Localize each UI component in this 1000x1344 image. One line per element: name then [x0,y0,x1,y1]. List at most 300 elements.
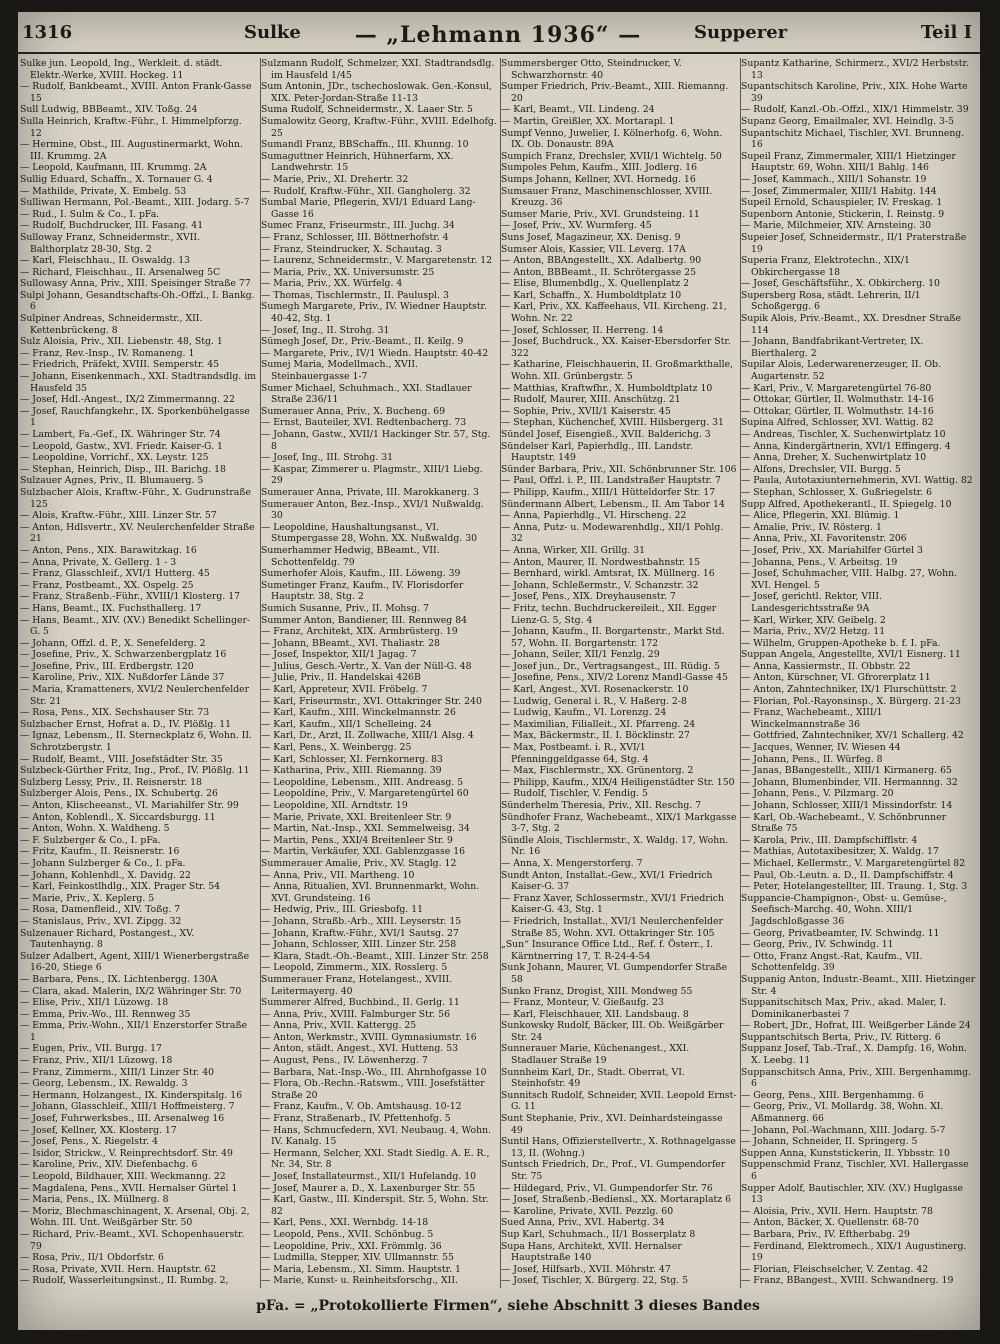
directory-entry: — Rosa, Damenfleid., XIV. Toßg. 7 [20,904,181,916]
directory-entry: Sünderhelm Theresia, Priv., XII. Reschg. 7 [501,800,702,811]
directory-entry: — Hermann, Holzangest., IX. Kinderspitalg. 16 [20,1089,243,1101]
directory-entry: Sunnerauer Marie, Küchenangest., XXI. Stadlauer Straße 19 [501,1043,690,1067]
directory-entry: Sunnitsch Rudolf, Schneider, XVII. Leopold Ernst-G. 11 [501,1089,737,1113]
directory-entry [501,1287,739,1288]
directory-entry: — Josef, Buchdruck., XX. Kaiser-Ebersdorfer Str. 322 [501,336,731,359]
directory-entry: — Hans, Beamt., XIV. (XV.) Benedikt Schellinger-G. 5 [20,614,251,638]
directory-entry: — Josefine, Priv., III. Erdbergstr. 120 [20,660,194,672]
directory-entry: — Anna, Kindergärtnerin, XVI/1 Effingerg. 4 [741,440,951,452]
directory-entry: Suntil Hans, Offizierstellvertr., X. Rothnagelgasse 13, II. (Wohng.) [501,1136,736,1159]
directory-entry: — Karola, Priv., III. Dampfschifflstr. 4 [741,834,918,846]
directory-entry: — Rudolf, Kanzl.-Ob.-Offzl., XIX/1 Himmelstr. 39 [741,104,969,116]
directory-entry: — Leopold, Bildhauer, XIII. Weckmanng. 22 [20,1171,226,1182]
directory-entry: — Hildegard, Priv., VI. Gumpendorfer Str. 76 [501,1182,713,1194]
directory-entry: Sulke jun. Leopold, Ing., Werkleit. d. städt. Elektr.-Werke, XVIII. Hockeg. 11 [20,58,223,81]
directory-entry: — Emma, Priv.-Wo., III. Rennweg 35 [20,1008,191,1020]
directory-entry: Sulzauer Agnes, Priv., II. Blumauerg. 5 [20,475,204,487]
directory-entry: — Margarete, Priv., IV/1 Wiedn. Hauptstr. 40-42 [261,347,489,359]
directory-entry: Sumandl Franz, BBSchaffn., III. Khunng. 10 [261,139,469,151]
directory-entry: — Matthias, Kraftwfhr., X. Humboldtplatz 10 [501,382,713,394]
directory-entry: — Franz, Zimmerm., XIII/1 Linzer Str. 40 [20,1066,215,1078]
directory-entry: — Rudolf, Bankbeamt., XVIII. Anton Frank-Gasse 15 [20,81,252,104]
directory-entry: — Richard, Fleischhau., II. Arsenalweg 5C [20,266,221,278]
directory-entry: — Anton, Bäcker, X. Quellenstr. 68-70 [741,1217,919,1229]
directory-page [18,12,980,1330]
directory-entry: — Elise, Priv., XII/1 Lüzowg. 18 [20,997,169,1009]
directory-entry: Suppan Angela, Angestellte, XVI/1 Eisnerg. 11 [741,649,961,661]
directory-entry: Sulliwan Hermann, Pol.-Beamt., XIII. Jodarg. 5-7 [20,197,250,209]
directory-entry: Sündel Josef, Eisengieß., XVII. Balderichg. 3 [501,429,711,440]
part-label: Teil I [920,22,972,43]
directory-entry: Summerer Alfred, Buchbind., II. Gerlg. 11 [261,997,460,1009]
directory-entry: Sumaguttner Heinrich, Hühnerfarm, XX. Landwehrstr. 15 [261,150,454,174]
directory-entry: — Anton, Hdlsvertr., XV. Neulerchenfelder Straße 21 [20,521,255,545]
directory-entry: Sumerhofer Alois, Kaufm., III. Löweng. 39 [261,568,461,580]
directory-entry: Sunnheim Karl, Dr., Stadt. Oberrat, VI. Steinhofstr. 49 [501,1066,685,1090]
directory-entry: — Josef, Priv., XV. Wurmferg. 45 [501,220,652,232]
directory-entry: — Martin, Nat.-Insp., XXI. Semmelweisg. 34 [261,823,470,835]
directory-entry: — Josef, Fuhrwerksbes., III. Arsenalweg 16 [20,1113,225,1125]
directory-entry: — Hans, Beamt., IX. Fuchsthallerg. 17 [20,602,202,614]
directory-entry: — Aloisia, Priv., XVII. Hern. Hauptstr. 78 [741,1205,933,1217]
directory-entry: — Josef jun., Dr., Vertragsangest., III. Rüdig. 5 [501,660,720,672]
directory-entry: — Florian, Pol.-Rayonsinsp., X. Bürgerg. 21-23 [741,695,961,707]
directory-entry: Sulzmann Rudolf, Schmelzer, XXI. Stadtrandsdlg. im Hausfeld 1/45 [261,58,495,81]
directory-entry: — Ignaz, Lebensm., II. Sterneckplatz 6, Wohn. II. Schrotzbergstr. 1 [20,730,253,754]
directory-entry: — Franz Xaver, Schlossermstr., XVI/1 Friedrich Kaiser-G. 43, Stg. 1 [501,892,724,916]
directory-entry: Sulzberg Lessy, Priv., II. Reisnerstr. 18 [20,776,202,788]
directory-entry: — Leopoldine, Priv., V. Margaretengürtel 60 [261,788,469,800]
directory-entry: — Elise, Blumenbdlg., X. Quellenplatz 2 [501,278,690,290]
directory-entry: — Franz, Postbeamt., XX. Ospelg. 25 [20,579,194,591]
directory-entry [741,1287,979,1288]
directory-entry: Superia Franz, Elektrotechn., XIX/1 Obkirchergasse 18 [741,255,910,278]
directory-entry: Sulzer Adalbert, Agent, XIII/1 Wienerbergstraße 16-20, Stiege 6 [20,950,250,974]
directory-entry: Sumpoles Pehm, Kaufm., XIII. Jodlerg. 16 [501,162,698,174]
directory-entry: — Hedwig, Priv., III. Griesbofg. 11 [261,904,424,916]
directory-entry: — Rudolf, Wasserleitungsinst., II. Rumbg. 2, [20,1275,229,1287]
directory-entry: Sunkowsky Rudolf, Bäcker, III. Ob. Weißgärber Str. 24 [501,1020,724,1043]
directory-entry: — Janas, BBangestellt., XIII/1 Kirmanerg. 65 [741,765,952,777]
directory-entry: — F. Sulzberger & Co., I. pFa. [20,834,161,846]
directory-entry: — Katharina, Priv., XIII. Riemanng. 39 [261,765,442,777]
directory-entry: — Karl, Priv., V. Margaretengürtel 76-80 [741,382,932,394]
directory-entry: — Leopoldine, XII. Arndtstr. 19 [261,800,408,811]
directory-entry: — Stephan, Heinrich, Disp., III. Barichg. 18 [20,463,226,475]
directory-entry: — Anna, Priv., VII. Martheng. 10 [261,869,415,881]
directory-entry: Sumej Maria, Modellmach., XVII. Steinbauergasse 1-7 [261,359,419,383]
directory-entry: — Georg, Priv., VI. Mollardg. 38, Wohn. XI. Aßmannerg. 66 [741,1101,944,1125]
directory-entry: Supa Hans, Architekt, XVII. Hernalser Hauptstraße 140 [501,1240,682,1264]
directory-entry: — Karoline, Priv., XIV. Diefenbachg. 6 [20,1159,198,1171]
directory-entry: — Josef, Zimmermaler, XIII/1 Habitg. 144 [741,185,937,197]
directory-entry: — Clara, akad. Malerin, IX/2 Währinger Str. 70 [20,985,242,997]
directory-entry: — Philipp, Kaufm., XIX/4 Heiligenstädter Str. 150 [501,776,735,788]
directory-entry: — Ludwig, General i. R., V. Haßerg. 2-8 [501,695,687,707]
directory-entry: — Stephan, Küchenchef, XVIII. Hilsbergerg. 31 [501,417,724,429]
directory-entry: Sullig Eduard, Schaffn., X. Tornauer G. 4 [20,173,213,185]
directory-entry: — Rosa, Private, XVII. Hern. Hauptstr. 62 [20,1263,217,1275]
directory-entry: — Marie, Priv., X. Keplerg. 5 [20,892,155,904]
directory-entry: — Franz, Straßenb.-Führ., XVIII/1 Klosterg. 17 [20,591,241,603]
directory-entry: — Thomas, Tischlermstr., II. Pauluspl. 3 [261,289,449,301]
directory-entry: — Rudolf, Beamt., VIII. Josefstädter Str. 35 [20,753,223,765]
directory-entry: — Karoline, Priv., XIX. Nußdorfer Lände 37 [20,672,225,684]
directory-entry: — Anton, Maurer, II. Nordwestbahnstr. 15 [501,556,701,568]
directory-entry: — Philipp, Kaufm., XIII/1 Hütteldorfer Str. 17 [501,486,716,498]
directory-entry: — Leopold, Pens., XVII. Schönbug. 5 [261,1228,434,1240]
directory-entry: Sulla Heinrich, Kraftw.-Führ., I. Himmelpforzg. 12 [20,115,242,139]
directory-entry: — Alice, Pflegerin, XXI. Blümig. 1 [741,510,900,522]
directory-entry: — Julie, Priv., II. Handelskai 426B [261,672,421,684]
directory-entry: — Josef, Ing., III. Strohg. 31 [261,452,394,464]
directory-entry: — Anton, BBAngestellt., XX. Adalbertg. 90 [501,255,702,267]
directory-entry: — Johann, Kaufm., II. Borgartenstr., Markt Std. 57, Wohn. II. Borgartenstr. 172 [501,626,725,649]
directory-entry: Sündle Alois, Tischlermstr., X. Waldg. 17, Wohn. Nr. 16 [501,834,729,858]
directory-entry: — Karoline, Private, XVII. Pezzlg. 60 [501,1205,674,1217]
directory-entry: Sumper Friedrich, Priv.-Beamt., XIII. Riemanng. 20 [501,81,729,104]
directory-entry: — Johann, Eisenkenmach., XXI. Stadtrandsdlg. im Hausfeld 35 [20,371,256,394]
directory-entry: — Karl, Gastw., III. Kinderspit. Str. 5, Wohn. Str. 82 [261,1194,489,1217]
directory-entry: — Franz, Wachebeamt., XIII/1 Winckelmannstraße 36 [741,707,883,730]
directory-entry: Supersberg Rosa, städt. Lehrerin, II/1 Schoßgergg. 6 [741,289,921,313]
directory-entry: — Maria, Kramatteners, XVI/2 Neulerchenfelder Str. 21 [20,684,250,707]
directory-entry: — Leopoldine, Priv., XXI. Frömmlg. 36 [261,1240,442,1252]
directory-entry: — Stephan, Schlosser, X. Gußriegelstr. 6 [741,486,933,498]
directory-entry: — Franz, Monteur, V. Gießaufg. 23 [501,997,664,1009]
directory-entry: — Josef, Pens., XIX. Dreyhausenstr. 7 [501,591,676,603]
directory-entry: — Anna, Putz- u. Modewarenhdlg., XII/1 Pohlg. 32 [501,521,724,545]
directory-entry: Supina Alfred, Schlosser, XVI. Wattig. 82 [741,417,934,429]
directory-entry: — Karl, Friseurmstr., XVI. Ottakringer Str. 240 [261,695,482,707]
directory-entry: Sulloway Franz, Schneidermstr., XVII. Balthorplatz 28-30, Stg. 2 [20,231,201,255]
directory-entry: — Hermine, Obst., III. Augustinermarkt, Wohn. III. Krummg. 2A [20,139,243,162]
directory-entry: — Georg, Lebensm., IX. Rewaldg. 3 [20,1078,188,1090]
directory-entry: — Anton, städt. Angest., XVI. Hutteng. 53 [261,1043,459,1055]
directory-entry: — Rudolf, Tischler, V. Fendig. 5 [501,788,648,800]
directory-entry: — Franz, Straßenarb., IV. Pfettenhofg. 5 [261,1113,451,1125]
directory-entry: Supeil Ernold, Schauspieler, IV. Freskag. 1 [741,197,943,209]
directory-entry: — Max, Postbeamt. i. R., XVI/1 Pfenninggeldgasse 64, Stg. 4 [501,742,649,765]
directory-entry: — Josefine, Priv., X. Schwarzenbergplatz 16 [20,649,227,661]
directory-entry: — Max, Bäckermstr., II. I. Böcklinstr. 27 [501,730,690,742]
directory-entry: Summersberger Otto, Steindrucker, V. Schwarzhornstr. 40 [501,58,682,81]
page-header [18,18,980,54]
directory-entry: Supeil Franz, Zimmermaler, XIII/1 Hietzinger Hauptstr. 69, Wohn. XIII/1 Bahlg. 146 [741,150,956,174]
directory-entry: Sumsauer Franz, Maschinenschlosser, XVIII. Kreuzg. 36 [501,185,713,209]
header-last-entry-word: Supperer [694,22,788,43]
directory-entry: Sulzberger Alois, Pens., IX. Schubertg. 26 [20,788,218,800]
directory-entry: — Johann, BBeamt., XVI. Thaliastr. 28 [261,637,440,649]
directory-entry: — Anna, Wirker, XII. Grillg. 31 [501,544,646,556]
directory-entry: — Josef, Installateurmst., XII/1 Hufelandg. 10 [261,1171,477,1182]
directory-entry: Summer Anton, Bandiener, III. Rennweg 84 [261,614,468,626]
directory-entry: — Julius, Gesch.-Vertr., X. Van der Nüll-G. 48 [261,660,472,672]
directory-entry: — Ottokar, Gürtler, II. Wolmuthstr. 14-16 [741,405,934,417]
directory-entry: — Isidor, Strickw., V. Reinprechtsdorf. Str. 49 [20,1147,233,1159]
directory-entry: — August, Pens., IV. Löwenherzg. 7 [261,1055,428,1067]
directory-entry: — Franz, Rev.-Insp., IV. Romaneng. 1 [20,347,195,359]
page-number: 1316 [22,22,73,43]
directory-entry: Sumerauer Anna, Private, III. Marokkanerg. 3 [261,486,479,498]
directory-entry: — Wilhelm, Gruppen-Apotheke b. f. I. pFa. [741,637,941,649]
directory-entry: — Marie, Milchmeier, XIV. Arnsteing. 30 [741,220,932,232]
directory-entry: — Ernst, Bauteiler, XVI. Redtenbacherg. 73 [261,417,467,429]
publication-title: — „Lehmann 1936“ — [354,22,642,48]
directory-entry: — Eugen, Priv., VII. Burgg. 17 [20,1043,162,1055]
directory-entry: Supantschitsch Karoline, Priv., XIX. Hohe Warte 39 [741,81,968,104]
directory-entry: — Friedrich, Präfekt, XVIII. Semperstr. 45 [20,359,220,371]
directory-entry: — Josef, Schlosser, II. Herreng. 14 [501,324,664,336]
directory-entry: — Laurenz, Schneidermstr., V. Margaretenstr. 12 [261,255,493,267]
directory-entry: — Andreas, Tischler, X. Suchenwirtplatz 10 [741,429,946,440]
directory-entry: Sum Antonin, JDr., tschechoslowak. Gen.-Konsul, XIX. Peter-Jordan-Straße 11-13 [261,81,492,104]
directory-entry: — Johann, Pens., V. Pilzmarg. 20 [741,788,894,800]
directory-entry: Sullowasy Anna, Priv., XIII. Speisinger Straße 77 [20,278,251,290]
directory-entry: — Leopoldine, Lebensm., XIII. Andreasg. 5 [261,776,464,788]
directory-entry: Sunt Stephanie, Priv., XVI. Deinhardsteingasse 49 [501,1113,723,1136]
directory-entry: Sumerauer Anna, Priv., X. Bucheng. 69 [261,405,446,417]
directory-entry: Supantz Katharine, Schirmerz., XVI/2 Herbststr. 13 [741,58,969,81]
directory-entry: — Johann, Schlosser, XIII. Linzer Str. 258 [261,939,457,951]
directory-entry: — Martin, Verkäufer, XXI. Gablenzgasse 16 [261,846,466,858]
directory-entry: — Karl, Appreteur, XVII. Fröbelg. 7 [261,684,428,696]
directory-entry: — Sophie, Priv., XVII/1 Kaiserstr. 45 [501,405,671,417]
directory-entry: — Johanna, Pens., V. Arbeitsg. 19 [741,556,898,568]
directory-entry: — Richard, Priv.-Beamt., XVI. Schopenhauerstr. 79 [20,1228,245,1252]
directory-entry: — Maria, Priv., XX. Universumstr. 25 [261,266,435,278]
directory-entry: — Josef, Maurer a. D., X. Laxenburger Str. 55 [261,1182,476,1194]
directory-entry: — Marie, Kunst- u. Reinheitsforschg., XII. [261,1275,458,1287]
directory-entry: — Karl, Kaufm., XIII. Winckelmannstr. 26 [261,707,456,719]
directory-entry: Sulpi Johann, Gesandtschafts-Oh.-Offzl., I. Bankg. 6 [20,289,255,313]
directory-entry: — Rudolf, Buchdrucker, III. Fasang. 41 [20,220,204,232]
directory-entry: — Johann, Schlosser, XIII/1 Missindorfstr. 14 [741,800,953,811]
directory-entry: — Karl, Fleischhauer, XII. Landsbaug. 8 [501,1008,689,1020]
directory-entry: — Ferdinand, Elektromech., XIX/1 Augustinerg. 19 [741,1240,967,1264]
directory-entry: Sulzenauer Richard, Postangest., XV. Tautenhayng. 8 [20,927,195,951]
directory-entry: — Johann, Schneider, II. Springerg. 5 [741,1136,918,1148]
directory-entry: Suppen Anna, Kunststickerin, II. Ybbsstr. 10 [741,1147,950,1159]
directory-entry: — Anna, Kassiermstr., II. Obbstr. 22 [741,660,911,672]
directory-entry: — Josef, Kammach., XIII/1 Sohanstr. 19 [741,173,927,185]
directory-entry: — Mathias, Autotaxibesitzer, X. Waldg. 17 [741,846,939,858]
directory-entry: Sumetinger Franz, Kaufm., IV. Florisdorfer Hauptstr. 38, Stg. 2 [261,579,464,603]
directory-entry: Supik Alois, Priv.-Beamt., XX. Dresdner Straße 114 [741,313,961,336]
directory-entry: — Johann, Seiler, XII/1 Fenzlg. 29 [501,649,660,661]
directory-entry: — Ludmilla, Stepper, XIV. Ullmannstr. 55 [261,1252,454,1264]
directory-entry: — Josef, Hdl.-Angest., IX/2 Zimmermanng. 22 [20,394,235,406]
directory-entry: Supilar Alois, Lederwarenerzeuger, II. Ob. Augartenstr. 52 [741,359,942,383]
footer-note: pFa. = „Protokollierte Firmen“, siehe Abschnitt 3 dieses Bandes [256,1298,760,1314]
directory-entry: — Rudolf, Kraftw.-Führ., XII. Gangholerg. 32 [261,185,471,197]
directory-entry: — Paul, Offzl. i. P., III. Landstraßer Hauptstr. 7 [501,475,721,487]
directory-entry: — Johann, Blumenbinder, VII. Hermannng. 32 [741,776,958,788]
directory-entry: Sulzbacher Ernst, Hofrat a. D., IV. Plößlg. 11 [20,718,232,730]
directory-entry: — Leopoldine, Vorrichf., XX. Leystr. 125 [20,452,209,464]
directory-entry: — Paula, Autotaxiunternehmerin, XVI. Wattig. 82 [741,475,973,487]
directory-entry: — Josef, Schuhmacher, VIII. Halbg. 27, Wohn. XVI. Hengel. 5 [741,568,958,591]
directory-entry: — Josef, Inspektor, XII/1 Jagag. 7 [261,649,417,661]
directory-entry: — Franz, Glasschleif., XVI/1 Hutterg. 45 [20,568,210,580]
directory-entry: — Karl, Angest., XVI. Rosenackerstr. 10 [501,684,689,696]
directory-entry: — Ludwig, Kaufm., VI. Lorenzg. 24 [501,707,667,719]
directory-entry: — Hermann, Selcher, XXI. Stadt Siedlg. A. E. R., Nr. 34, Str. 8 [261,1147,490,1171]
column-3 [500,58,739,1288]
directory-entry: — Anna, Private, X. Gellerg. 1 - 3 [20,556,177,568]
directory-entry: Sulzbacher Alois, Kraftw.-Führ., X. Gudrunstraße 125 [20,486,252,510]
directory-entry: Suntsch Friedrich, Dr., Prof., VI. Gumpendorfer Str. 75 [501,1159,726,1182]
directory-entry: — Marie, Priv., XI. Drehertr. 32 [261,173,409,185]
directory-entry: — Johann, Glasschleif., XIII/1 Hoffmeisterg. 7 [20,1101,235,1113]
directory-entry: Sumser Alois, Kassier, VII. Leverg. 17A [501,243,686,255]
directory-entry: — Karl, Priv., XX. Kaffeehaus, VII. Kircheng. 21, Wohn. Nr. 22 [501,301,727,325]
directory-entry: — Stanislaus, Priv., XVI. Zipgg. 32 [20,915,182,927]
directory-entry: — Johann, Bandfabrikant-Vertreter, IX. Bierthalerg. 2 [741,336,924,359]
directory-entry: — Karl, Schaffn., X. Humboldtplatz 10 [501,289,682,301]
directory-entry: — Friedrich, Installat., XVI/1 Neulerchenfelder Straße 85, Wohn. XVI. Ottakringer Str. 105 [501,915,723,939]
entry-columns [20,58,978,1288]
directory-entry: — Magdalena, Pens., XVII. Hernalser Gürtel 1 [20,1182,238,1194]
directory-entry: — Anna, Priv., XVII. Kattergg. 25 [261,1020,417,1032]
directory-entry: — Bernhard, wirkl. Amtsrat, IX. Müllnerg. 16 [501,568,715,580]
directory-entry: Sunk Johann, Maurer, VI. Gumpendorfer Straße 58 [501,962,728,985]
directory-entry: Sulzbeck-Gürther Fritz, Ing., Prof., IV. Plößlg. 11 [20,765,250,777]
directory-entry: — Alfons, Drechsler, VII. Burgg. 5 [741,463,901,475]
directory-entry: Sumpich Franz, Drechsler, XVII/1 Wichtelg. 50 [501,150,722,162]
directory-entry: Sulz Aloisia, Priv., XII. Liebenstr. 48, Stg. 1 [20,336,223,348]
directory-entry: — Fritz, techn. Buchdruckereileit., XII. Egger Lienz-G. 5, Stg. 4 [501,602,717,626]
directory-entry: — Karl, Pens., XXI. Wernbdg. 14-18 [261,1217,429,1229]
directory-entry: — Alois, Kraftw.-Führ., XIII. Linzer Str. 57 [20,510,217,522]
directory-entry: — Rosa, Pens., XIX. Sechshauser Str. 73 [20,707,210,719]
directory-entry: — Fritz, Kaufm., II. Reisnerstr. 16 [20,846,180,858]
directory-entry: — Franz, BBangest., XVIII. Schwandnerg. 19 [741,1275,954,1287]
directory-entry: — Ottokar, Gürtler, II. Wolmuthstr. 14-16 [741,394,934,406]
directory-entry: — Amalie, Priv., IV. Rösterg. 1 [741,521,882,533]
directory-entry: — Johann, Schleßermstr., V. Schanzstr. 32 [501,579,699,591]
directory-entry: — Karl, Schlosser, XI. Fernkornerg. 83 [261,753,443,765]
directory-entry: — Georg, Priv., IV. Schwindg. 11 [741,939,894,951]
directory-entry: — Johann, Kraftw.-Führ., XVI/1 Sautsg. 27 [261,927,459,939]
directory-entry: Suppanschitsch Anna, Priv., XIII. Bergenhammg. 6 [741,1066,972,1090]
directory-entry: — Hans, Schmucfedern, XVI. Neubaug. 4, Wohn. IV. Kanalg. 15 [261,1124,492,1148]
directory-entry: — Johann, Straßb.-Arb., XIII. Leyserstr. 15 [261,915,462,927]
directory-entry: Supenborn Antonie, Stickerin, I. Reinstg. 9 [741,208,945,220]
directory-entry: Sündelser Karl, Papierhdlg., III. Landstr. Hauptstr. 149 [501,440,693,464]
directory-entry: — Anton, Wohn. X. Waldheng. 5 [20,823,170,835]
directory-entry: — Anna, Papierhdlg., VI. Hirscheng. 22 [501,510,687,522]
directory-entry: Summerauer Franz, Hotelangest., XVIII. Leitermayerg. 40 [261,973,453,997]
directory-entry: — Karl, Pens., X. Weinbergg. 25 [261,742,412,754]
directory-entry: — Marie, Private, XXI. Breitenleer Str. 9 [261,811,452,823]
directory-entry: — Leopoldine, Haushaltungsanst., VI. Stumpergasse 28, Wohn. XX. Nußwaldg. 30 [261,521,478,545]
directory-entry: — Otto, Franz Angst.-Rat, Kaufm., VII. Schottenfeldg. 39 [741,950,923,974]
directory-entry: — Josef, gerichtl. Rektor, VIII. Landesgerichtsstraße 9A [741,591,883,614]
directory-entry: — Anton, Zahntechniker, IX/1 Flurschüttstr. 2 [741,684,957,696]
directory-entry: — Klara, Stadt.-Oh.-Beamt., XIII. Linzer Str. 258 [261,950,489,962]
directory-entry: — Barbara, Pens., IX. Lichtenbergg. 130A [20,973,218,985]
directory-entry: — Kaspar, Zimmerer u. Plagmstr., XIII/1 Liebg. 29 [261,463,483,487]
directory-entry: — Leopold, Kaufmann, III. Krummg. 2A [20,162,207,174]
directory-entry: — Georg, Privatbeamter, IV. Schwindg. 11 [741,927,940,939]
header-first-entry-word: Sulke [244,22,301,43]
directory-entry: Sumerauer Anton, Bez.-Insp., XVI/1 Nußwaldg. 30 [261,498,484,522]
directory-entry: Sünder Barbara, Priv., XII. Schönbrunner Str. 106 [501,463,737,475]
directory-entry: — Karl, Wirker, XIV. Geibelg. 2 [741,614,886,626]
directory-entry: — Franz, Schlosser, III. Böttnerhofstr. 4 [261,231,449,243]
directory-entry: — Franz, Priv., XII/1 Lüzowg. 18 [20,1055,173,1067]
directory-entry: — Anton, BBBeamt., II. Schrötergasse 25 [501,266,697,278]
directory-entry: „Sun“ Insurance Office Ltd., Ref. f. Österr., I. Kärntnerring 17, T. R-24-4-54 [501,939,714,962]
directory-entry: — Anna, Dreher, X. Suchenwirtplatz 10 [741,452,927,464]
directory-entry: — Rudolf, Maurer, XIII. Anschützg. 21 [501,394,681,406]
directory-entry: — Josef, Ing., II. Strohg. 31 [261,324,390,336]
directory-entry: Sull Ludwig, BBBeamt., XIV. Toßg. 24 [20,104,198,116]
directory-entry: Suppenschmid Franz, Tischler, XVI. Hallergasse 6 [741,1159,969,1182]
directory-entry: Sunko Franz, Drogist, XIII. Mondweg 55 [501,985,693,997]
directory-entry: — Josef, Kellner, XX. Klosterg. 17 [20,1124,177,1136]
directory-entry: — Anna, Ritualien, XVI. Brunnenmarkt, Wohn. XVI. Grundsteing. 16 [261,881,480,904]
directory-entry: — Josef, Priv., XX. Mariahilfer Gürtel 3 [741,544,923,556]
directory-entry: — Flora, Ob.-Rechn.-Ratswm., VIII. Josefstätter Straße 20 [261,1078,485,1101]
directory-entry: Sumpf Venno, Juwelier, I. Kölnerhofg. 6, Wohn. IX. Ob. Donaustr. 89A [501,127,723,151]
directory-entry: — Johann, Offzl. d. P., X. Senefelderg. 2 [20,637,206,649]
directory-entry: Sumalowitz Georg, Kraftw.-Führ., XVIII. Edelhofg. 25 [261,115,497,139]
column-2 [260,58,499,1288]
directory-entry: — Karl, Fleischhau., II. Oswaldg. 13 [20,255,191,267]
directory-entry: Sup Karl, Schuhmach., II/1 Bosserplatz 8 [501,1228,696,1240]
directory-entry: Sumich Susanne, Priv., II. Mohsg. 7 [261,602,429,614]
column-1 [20,58,258,1288]
directory-entry: — Barbara, Nat.-Insp.-Wo., III. Ahrnhofgasse 10 [261,1066,487,1078]
directory-entry: Suppancie-Champignon-, Obst- u. Gemüse-, Seefisch-Marchg. 40, Wohn. XIII/1 Jagdschloßgasse 36 [741,892,947,927]
directory-entry: — Anton, Klischeeanst., VI. Mariahilfer Str. 99 [20,800,239,811]
directory-entry: Sued Anna, Priv., XVI. Habertg. 34 [501,1217,665,1229]
directory-entry: — Barbara, Priv., IV. Eftherbabg. 29 [741,1228,910,1240]
directory-entry: — Johann, Gastw., XVII/1 Hackinger Str. 57, Stg. 8 [261,429,491,452]
directory-entry: — Georg, Pens., XIII. Bergenhammg. 6 [741,1089,924,1101]
directory-entry: — Florian, Fleischselcher, V. Zentag. 42 [741,1263,929,1275]
directory-entry: Suppanz Josef, Tab.-Traf., X. Dampfg. 16, Wohn. X. Leebg. 11 [741,1043,967,1067]
directory-entry: — Karl, Kaufm., XII/1 Schelleing. 24 [261,718,432,730]
directory-entry: — Maria, Priv., XV/2 Hetzg. 11 [741,626,886,638]
directory-entry: Supanz Georg, Emailmaler, XVI. Heindlg. 3-5 [741,115,955,127]
directory-entry: Sumer Michael, Schuhmach., XXI. Stadlauer Straße 236/11 [261,382,472,406]
directory-entry: Supp Alfred, Apothekerantl., II. Spiegelg. 10 [741,498,952,510]
directory-entry: — Anton, Werkmstr., XVIII. Gymnasiumstr. 16 [261,1031,477,1043]
directory-entry: Sumser Marie, Priv., XVI. Grundsteing. 11 [501,208,700,220]
directory-entry: — Johann, Pol.-Wachmann, XIII. Jodarg. 5-7 [741,1124,946,1136]
directory-entry: — Anton, Koblendl., X. Siccardsburgg. 11 [20,811,216,823]
directory-entry: Supper Adolf, Bautischler, XIV. (XV.) Huglgasse 13 [741,1182,963,1206]
directory-entry: — Josef, Pens., X. Riegelstr. 4 [20,1136,159,1148]
directory-entry: — Josef, Rauchfangkehr., IX. Sporkenbühelgasse 1 [20,405,250,429]
directory-entry: Suns Josef, Magazineur, XX. Denisg. 9 [501,231,681,243]
directory-entry: Sumec Franz, Friseurmstr., III. Juchg. 34 [261,220,455,232]
directory-entry: Suppanitschitsch Max, Priv., akad. Maler, I. Dominikanerbastei 7 [741,997,947,1020]
directory-entry: — Anton, Kürschner, VI. Gfrorerplatz 11 [741,672,931,684]
directory-entry: — Franz, Kaufm., V. Ob. Amtshausg. 10-12 [261,1101,462,1113]
directory-entry: Sündermann Albert, Lebensm., II. Am Tabor 14 [501,498,725,510]
directory-entry: — Josefine, Pens., XIV/2 Lorenz Mandl-Gasse 45 [501,672,728,684]
directory-entry: Suppanig Anton, Industr.-Beamt., XIII. Hietzinger Str. 4 [741,973,976,997]
directory-entry: — Lambert, Fa.-Gef., IX. Währinger Str. 74 [20,429,221,440]
directory-entry: — Katharine, Fleischhauerin, II. Großmarkthalle, Wohn. XII. Grünbergstr. 5 [501,359,734,383]
directory-entry: — Franz, Steindrucker, X. Schautag. 3 [261,243,442,255]
directory-entry: Sümegh Josef, Dr., Priv.-Beamt., II. Keilg. 9 [261,336,464,348]
directory-entry: — Karl, Ob.-Wachebeamt., V. Schönbrunner Straße 75 [741,811,947,835]
